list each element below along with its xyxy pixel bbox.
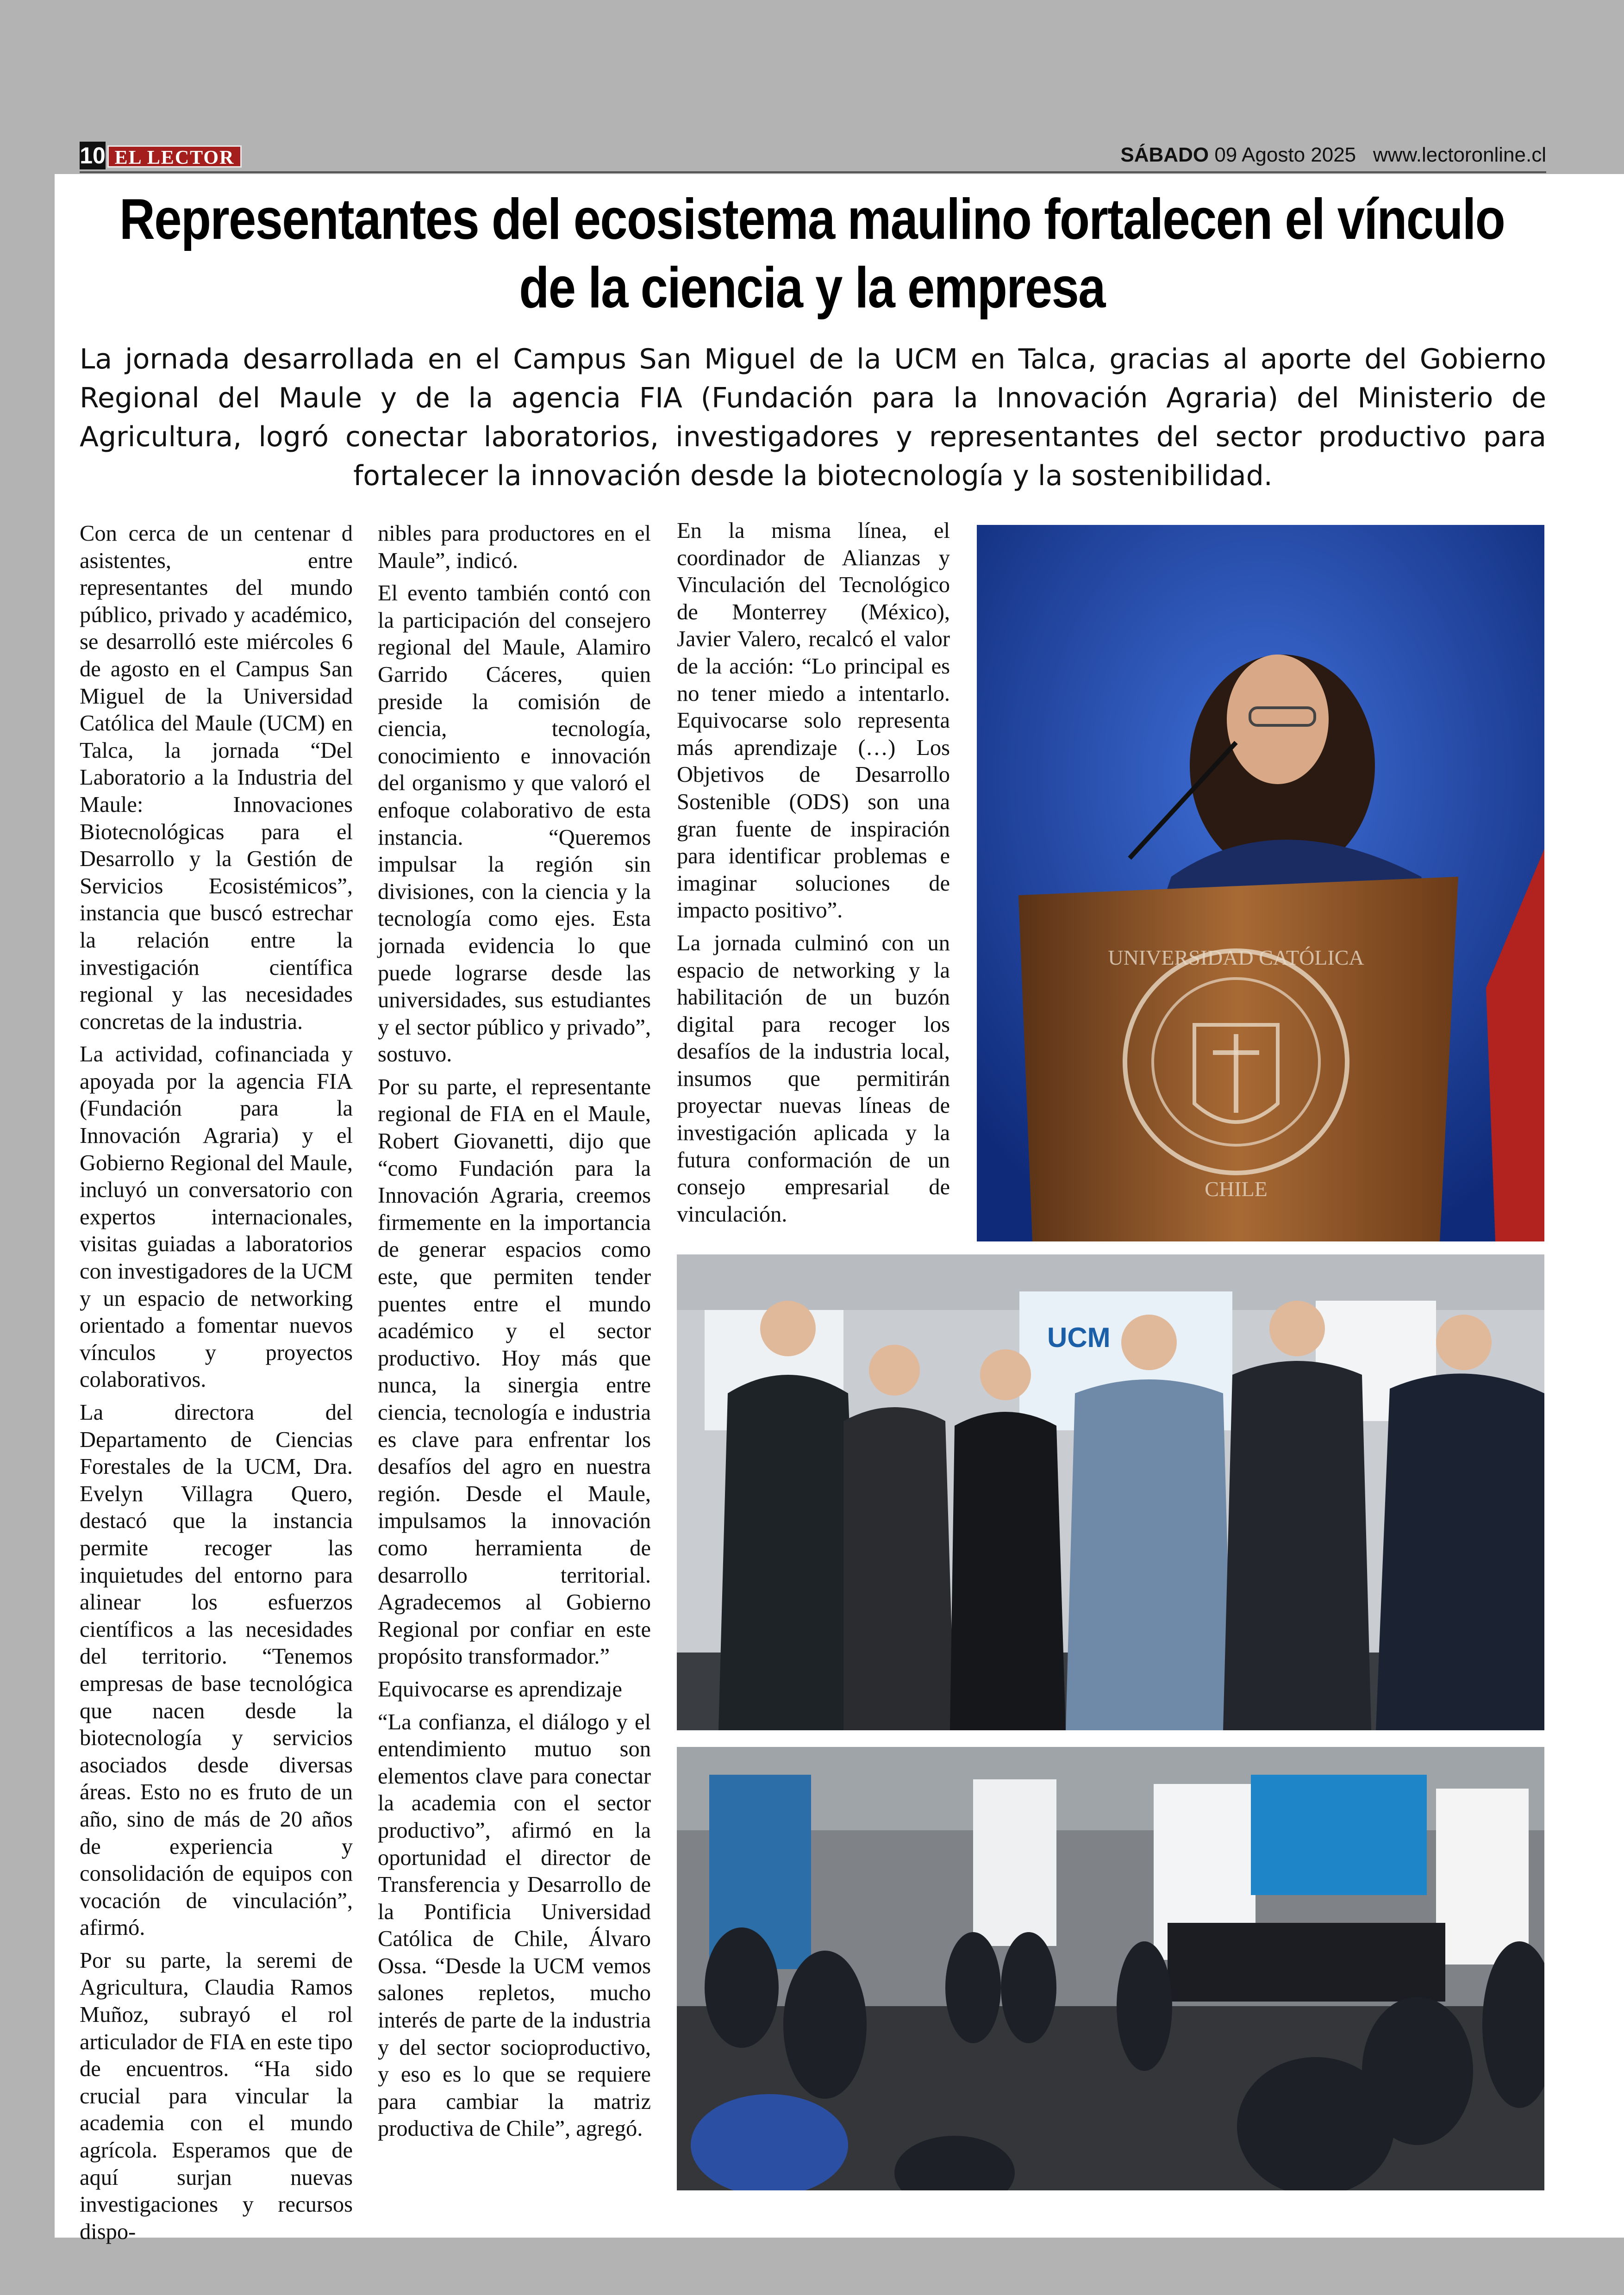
page-header	[80, 140, 1546, 173]
paragraph: En la misma línea, el coordinador de Alianzas y Vinculación del Tecnológico de Monterrey (México), Javier Valero, recalcó el valor de la acción: “Lo principal es no tener miedo a intentarlo. Equivocarse solo representa más aprendizaje (…) Los Objetivos de Desarrollo Sostenible (ODS) son una gran fuente de inspiración para identificar problemas e imaginar soluciones de impacto positivo”.	[677, 518, 950, 923]
networking-photo-illustration	[677, 1747, 1544, 2190]
podium-lettering-top: UNIVERSIDAD CATÓLICA	[1108, 946, 1364, 969]
page-number: 10	[80, 143, 106, 168]
paragraph: El evento también contó con la participación del consejero regional del Maule, Alamiro Garrido Cáceres, quien preside la comisión de ciencia, tecnología, conocimiento e innovación del organismo y que valoró el enfoque colaborativo de esta instancia. “Queremos impulsar la región sin divisiones, con la ciencia y la tecnología como ejes. Esta jornada evidencia lo que puede lograrse desde las universidades, sus estudiantes y el sector público y privado”, sostuvo.	[378, 581, 651, 1067]
newspaper-logo: EL LECTOR	[107, 145, 242, 168]
speaker-photo-illustration	[977, 525, 1544, 1241]
photo-group-portrait	[677, 1254, 1544, 1730]
text-column-2	[378, 520, 651, 2148]
paragraph: La actividad, cofinanciada y apoyada por la agencia FIA (Fundación para la Innovación Agraria) y el Gobierno Regional del Maule, incluyó un conversatorio con expertos internacionales, visitas guiadas a laboratorios con investigadores de la UCM y un espacio de networking orientado a fomentar nuevos vínculos y proyectos colaborativos.	[80, 1042, 353, 1392]
website-url[interactable]: www.lectoronline.cl	[1373, 143, 1546, 166]
podium-lettering-bottom: CHILE	[1205, 1177, 1268, 1201]
photo-speaker-podium	[977, 525, 1544, 1241]
paragraph: Con cerca de un centenar d asistentes, entre representantes del mundo público, privado y académico, se desarrolló este miércoles 6 de agosto en el Campus San Miguel de la Universidad Católica del Maule (UCM) en Talca, la jornada “Del Laboratorio a la Industria del Maule: Innovaciones Biotecnológicas para el Desarrollo y la Gestión de Servicios Ecosistémicos”, instancia que buscó estrechar la relación entre la investigación científica regional y las necesidades concretas de la industria.	[80, 521, 353, 1034]
subheading: Equivocarse es aprendizaje	[378, 1677, 622, 1702]
group-photo-illustration	[677, 1254, 1544, 1730]
paragraph: Por su parte, el representante regional de FIA en el Maule, Robert Giovanetti, dijo que “como Fundación para la Innovación Agraria, creemos firmemente en la importancia de generar espacios como este, que permiten tender puentes entre el mundo académico y el sector productivo. Hoy más que nunca, la sinergia entre ciencia, tecnología e industria es clave para enfrentar los desafíos del agro en nuestra región. Desde el Maule, impulsamos la innovación como herramienta de desarrollo territorial. Agradecemos al Gobierno Regional por confiar en este propósito transformador.”	[378, 1074, 651, 1669]
paragraph: La jornada culminó con un espacio de networking y la habilitación de un buzón digital para recoger los desafíos de la industria local, insumos que permitirán proyectar nuevas líneas de investigación aplicada y la futura conformación de un consejo empresarial de vinculación.	[677, 930, 950, 1227]
article-headline: Representantes del ecosistema maulino fortalecen el vínculo de la ciencia y la empresa	[119, 187, 1505, 320]
paragraph: “La confianza, el diálogo y el entendimiento mutuo son elementos clave para conectar la academia con el sector productivo”, afirmó en la oportunidad el director de Transferencia y Desarrollo de la Pontificia Universidad Católica de Chile, Álvaro Ossa. “Desde la UCM vemos salones repletos, mucho interés de parte de la industria y del sector socioproductivo, y eso es lo que se requiere para cambiar la matriz productiva de Chile”, agregó.	[378, 1709, 651, 2141]
dateline-date: 09 Agosto 2025	[1214, 143, 1356, 166]
banner-ucm-text: UCM	[1047, 1322, 1111, 1353]
paragraph: Por su parte, la seremi de Agricultura, Claudia Ramos Muñoz, subrayó el rol articulador de FIA en este tipo de encuentros. “Ha sido crucial para vincular la academia con el mundo agrícola. Esperamos que de aquí surjan nuevas investigaciones y recursos dispo-	[80, 1948, 353, 2244]
photo-networking-hall	[677, 1747, 1544, 2190]
article-deck: La jornada desarrollada en el Campus San Miguel de la UCM en Talca, gracias al aporte del Gobierno Regional del Maule y de la agencia FIA (Fundación para la Innovación Agraria) del Ministerio de Agricultura, logró conectar laboratorios, investigadores y representantes del sector productivo para fortalecer la innovación desde la biotecnología y la sostenibilidad.	[80, 343, 1546, 492]
dateline	[1120, 143, 1546, 167]
text-column-3	[677, 518, 950, 1234]
paragraph: nibles para productores en el Maule”, indicó.	[378, 521, 651, 573]
paragraph: La directora del Departamento de Ciencias Forestales de la UCM, Dra. Evelyn Villagra Quero, destacó que la instancia permite recoger las inquietudes del entorno para alinear los esfuerzos científicos a las necesidades del territorio. “Tenemos empresas de base tecnológica que nacen desde la biotecnología y servicios asociados desde diversas áreas. Esto no es fruto de un año, sino de más de 20 años de experiencia y consolidación de equipos con vocación de vinculación”, afirmó.	[80, 1400, 353, 1940]
dateline-day: SÁBADO	[1120, 143, 1209, 166]
text-column-1	[80, 520, 353, 2251]
